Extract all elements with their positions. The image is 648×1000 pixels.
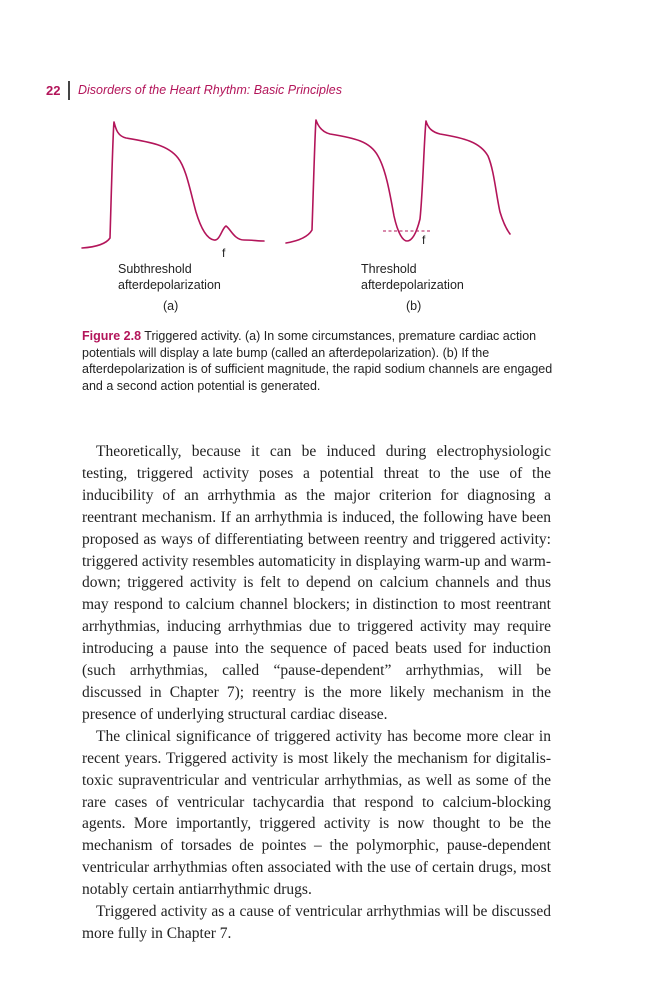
panel-a-letter: (a): [163, 299, 179, 313]
figure-caption: [82, 328, 568, 394]
panel-a: [82, 122, 264, 313]
caption-label: Figure 2.8: [82, 329, 142, 343]
panel-b-action-potential-trace: [286, 120, 510, 243]
panel-a-label-line2: afterdepolarization: [118, 278, 221, 292]
panel-b: [286, 120, 510, 313]
body-paragraph: Theoretically, because it can be induced during electrophysiologic testing, triggered activity poses a potential threat to the use of the inducibility of an arrhythmia as the major criterion for diagnosing a reentrant mechanism. If an arrhythmia is induced, the following have been proposed as ways of differentiating between reentry and triggered activity: triggered activity resembles automaticity in displaying warm-up and warm-down; triggered activity is felt to depend on calcium channels and thus may respond to calcium channel blockers; in distinction to most reentrant arrhythmias, inducing arrhythmias due to triggered activity may require introducing a pause into the sequence of paced beats used for induction (such arrhythmias, called “pause-dependent” arrhythmias, will be discussed in Chapter 7); reentry is the more likely mechanism in the presence of underlying structural cardiac disease.: [82, 443, 551, 723]
panel-a-action-potential-trace: [82, 122, 264, 248]
body-paragraph: Triggered activity as a cause of ventricular arrhythmias will be discussed more fully in Chapter 7.: [82, 903, 551, 942]
panel-b-marker: f: [422, 233, 426, 247]
header-divider: [68, 81, 70, 100]
running-header: [46, 80, 342, 100]
panel-b-label-line2: afterdepolarization: [361, 278, 464, 292]
caption-text: Triggered activity. (a) In some circumstances, premature cardiac action potentials will display a late bump (called an afterdepolarization). (b) If the afterdepolarization is of sufficient magnitude, the rapid sodium channels are engaged and a second action potential is generated.: [82, 329, 553, 393]
body-text: [82, 441, 551, 945]
page-number: 22: [46, 82, 61, 98]
figure-2-8: [0, 110, 648, 320]
panel-b-label-line1: Threshold: [361, 262, 417, 276]
body-paragraph: The clinical significance of triggered activity has become more clear in recent years. Triggered activity is most likely the mechanism for digitalis-toxic supraventricular and ventricular arrhythmias, as well as some of the rare cases of ventricular tachycardia that respond to calcium-blocking agents. More importantly, triggered activity is now thought to be the mechanism of torsades de pointes – the polymorphic, pause-dependent ventricular arrhythmias often associated with the use of certain drugs, most notably certain antiarrhythmic drugs.: [82, 727, 551, 899]
panel-a-marker: f: [222, 246, 226, 260]
panel-a-label-line1: Subthreshold: [118, 262, 192, 276]
running-title: Disorders of the Heart Rhythm: Basic Principles: [77, 83, 342, 97]
panel-b-letter: (b): [406, 299, 422, 313]
